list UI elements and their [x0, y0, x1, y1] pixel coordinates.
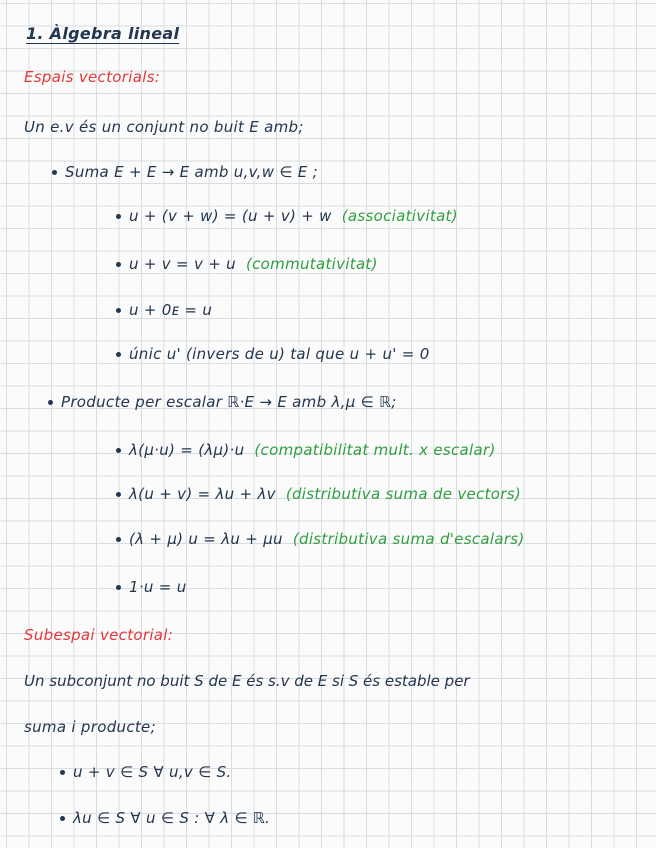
prop-formula: u + 0ᴇ = u [129, 301, 213, 319]
subespai-condition-1 [60, 763, 231, 781]
producte-prop-2 [116, 485, 521, 503]
suma-intro [52, 163, 318, 181]
subespai-definition-line-1: Un subconjunt no buit S de E és s.v de E si S és estable per [24, 672, 470, 690]
subespai-definition-line-2: suma i producte; [24, 718, 156, 736]
prop-formula: u + (v + w) = (u + v) + w [129, 207, 332, 225]
prop-formula: 1·u = u [129, 578, 187, 596]
espais-definition: Un e.v és un conjunt no buit E amb; [24, 118, 304, 136]
bullet [116, 308, 121, 313]
prop-formula: λ(μ·u) = (λμ)·u [129, 441, 245, 459]
prop-formula: (λ + μ) u = λu + μu [129, 530, 283, 548]
suma-prop-2 [116, 255, 378, 273]
bullet [116, 492, 121, 497]
bullet [60, 816, 65, 821]
producte-prop-1 [116, 441, 496, 459]
producte-intro-text: Producte per escalar ℝ·E → E amb λ,μ ∈ ℝ; [61, 393, 397, 411]
prop-note: (associativitat) [341, 207, 458, 225]
bullet [52, 170, 57, 175]
page-title: 1. Àlgebra lineal [26, 24, 180, 43]
producte-prop-3 [116, 530, 525, 548]
bullet [116, 352, 121, 357]
bullet [116, 537, 121, 542]
suma-prop-1 [116, 207, 458, 225]
bullet [48, 400, 53, 405]
prop-formula: únic u' (invers de u) tal que u + u' = 0 [129, 345, 430, 363]
bullet [116, 262, 121, 267]
bullet [116, 585, 121, 590]
section-heading-espais: Espais vectorials: [24, 68, 161, 86]
section-heading-subespai: Subespai vectorial: [24, 626, 174, 644]
subespai-condition-2 [60, 809, 270, 827]
suma-intro-text: Suma E + E → E amb u,v,w ∈ E ; [65, 163, 318, 181]
prop-formula: u + v = v + u [129, 255, 236, 273]
condition-text: u + v ∈ S ∀ u,v ∈ S. [73, 763, 232, 781]
suma-prop-4 [116, 345, 430, 363]
condition-text: λu ∈ S ∀ u ∈ S : ∀ λ ∈ ℝ. [73, 809, 271, 827]
producte-intro [48, 393, 397, 411]
prop-note: (distributiva suma de vectors) [285, 485, 521, 503]
prop-note: (distributiva suma d'escalars) [292, 530, 525, 548]
prop-formula: λ(u + v) = λu + λv [129, 485, 276, 503]
bullet [60, 770, 65, 775]
producte-prop-4 [116, 578, 187, 596]
bullet [116, 448, 121, 453]
suma-prop-3 [116, 301, 212, 319]
bullet [116, 214, 121, 219]
prop-note: (compatibilitat mult. x escalar) [254, 441, 496, 459]
prop-note: (commutativitat) [245, 255, 378, 273]
